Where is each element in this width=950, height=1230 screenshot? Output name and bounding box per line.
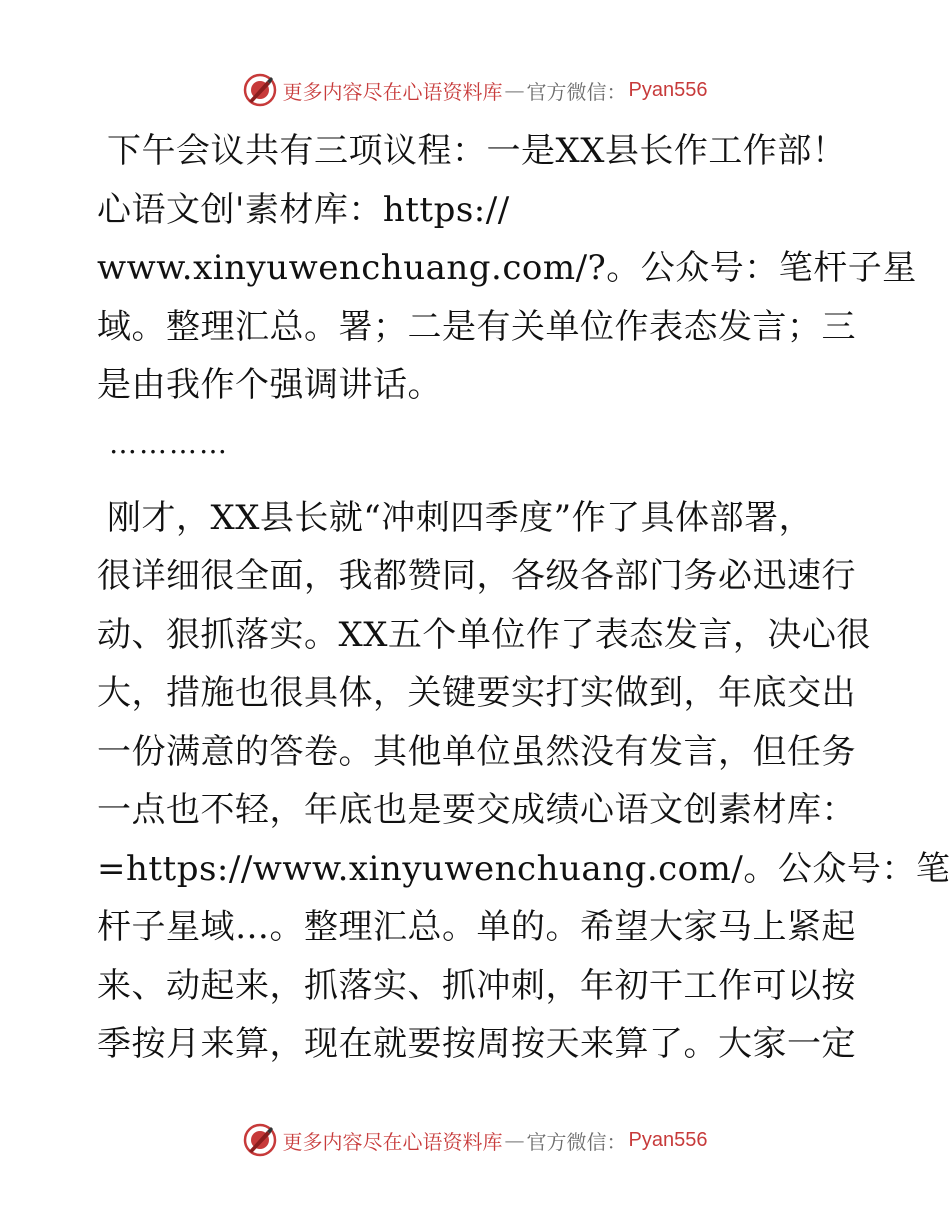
banner-site-text: 更多内容尽在心语资料库 — [282, 79, 503, 104]
paragraph-agenda — [97, 122, 917, 415]
ellipsis-separator: ………… — [109, 426, 229, 460]
footer-banner — [0, 1120, 950, 1160]
text-line: 心语文创'素材库：https:// — [97, 189, 510, 230]
text-line: 下午会议共有三项议程：一是XX县长作工作部！ — [107, 131, 847, 171]
banner-wechat-label: 官方微信： — [526, 79, 627, 104]
document-body — [97, 122, 950, 1074]
text-line: 动、狠抓落实。XX五个单位作了表态发言，决心很 — [97, 614, 871, 655]
text-line: =https://www.xinyuwenchuang.com/。公众号：笔 — [97, 848, 950, 889]
banner-site-text: 更多内容尽在心语资料库 — [282, 1129, 503, 1154]
banner-wechat-label: 官方微信： — [526, 1129, 627, 1154]
text-line: 杆子星域…。整理汇总。单的。希望大家马上紧起 — [97, 907, 856, 947]
text-line: 域。整理汇总。署；二是有关单位作表态发言；三 — [97, 306, 856, 347]
banner-wechat-id: Pyan556 — [628, 78, 708, 101]
text-line: 一点也不轻，年底也是要交成绩心语文创素材库： — [97, 790, 856, 830]
text-line: 很详细很全面，我都赞同，各级各部门务必迅速行 — [97, 556, 856, 596]
text-line: 季按月来算，现在就要按周按天来算了。大家一定 — [97, 1024, 856, 1064]
banner-separator: — — [504, 1128, 525, 1152]
paragraph-remarks — [97, 489, 950, 1074]
text-line: 一份满意的答卷。其他单位虽然没有发言，但任务 — [97, 731, 856, 772]
banner-wechat-id: Pyan556 — [628, 1128, 708, 1151]
banner-separator: — — [504, 78, 525, 102]
text-line: 是由我作个强调讲话。 — [97, 365, 442, 405]
text-line: 来、动起来，抓落实、抓冲刺，年初干工作可以按 — [97, 965, 856, 1006]
pen-logo-icon — [243, 73, 277, 107]
text-line: www.xinyuwenchuang.com/?。公众号：笔杆子星 — [97, 248, 917, 288]
text-line: 大，措施也很具体，关键要实打实做到，年底交出 — [97, 673, 856, 713]
pen-logo-icon — [243, 1123, 277, 1157]
spacer — [97, 473, 857, 489]
header-banner — [0, 70, 950, 110]
text-line: 刚才，XX县长就“冲刺四季度”作了具体部署， — [107, 497, 814, 538]
